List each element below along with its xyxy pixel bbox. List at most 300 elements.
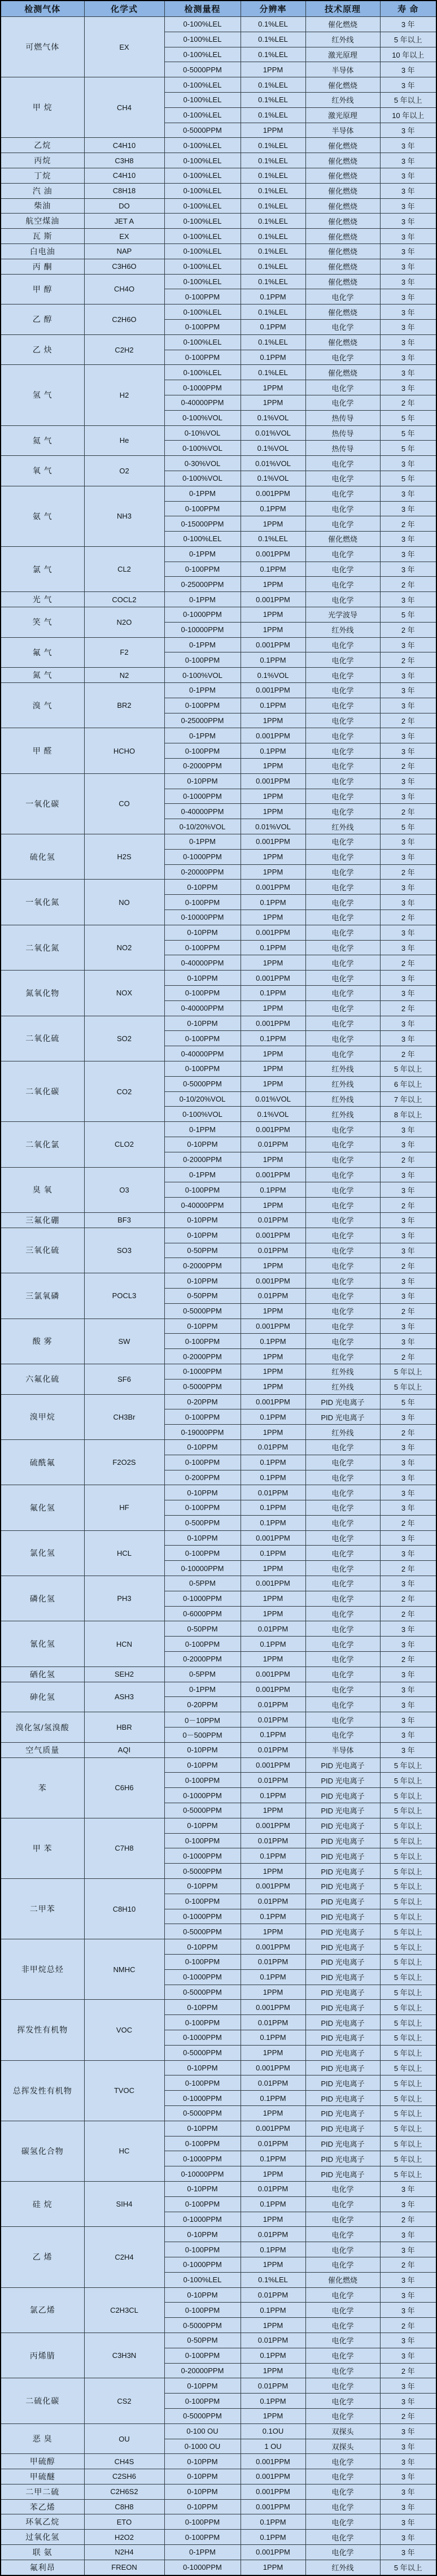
header-row [1, 1, 436, 17]
range-cell: 0-5000PPM [164, 62, 241, 77]
range-cell: 0-5000PPM [164, 1379, 241, 1394]
range-cell: 0-10000PPM [164, 1561, 241, 1576]
principle-cell: PID 光电离子 [305, 1394, 380, 1409]
resolution-cell: 0.1PPM [241, 1455, 305, 1470]
resolution-cell: 0.1PPM [241, 2303, 305, 2318]
range-cell: 0-100%LEL [164, 214, 241, 229]
life-cell: 5 年以上 [380, 92, 436, 107]
range-cell: 0-10PPM [164, 925, 241, 940]
principle-cell: 电化学 [305, 577, 380, 592]
principle-cell: 电化学 [305, 486, 380, 501]
life-cell: 3 年 [380, 698, 436, 713]
resolution-cell: 0.1%LEL [241, 17, 305, 32]
range-cell: 0-100PPM [164, 1409, 241, 1425]
principle-cell: 催化燃烧 [305, 168, 380, 183]
table-row [1, 834, 436, 850]
range-cell: 0-19000PPM [164, 1425, 241, 1440]
column-header-formula: 化学式 [84, 1, 164, 17]
range-cell: 0-40000PPM [164, 1046, 241, 1061]
resolution-cell: 0.1PPM [241, 1848, 305, 1864]
resolution-cell: 1PPM [241, 789, 305, 804]
range-cell: 0-1PPM [164, 2545, 241, 2560]
principle-cell: PID 光电离子 [305, 1848, 380, 1864]
principle-cell: 红外线 [305, 1364, 380, 1379]
principle-cell: 电化学 [305, 698, 380, 713]
table-row [1, 2423, 436, 2439]
gas-name-cell: 笑 气 [1, 607, 84, 638]
life-cell: 3 年 [380, 214, 436, 229]
life-cell: 3 年 [380, 2394, 436, 2409]
gas-name-cell: 挥发性有机物 [1, 2000, 84, 2060]
resolution-cell: 1PPM [241, 123, 305, 138]
resolution-cell: 0.1%LEL [241, 274, 305, 289]
formula-cell: C4H10 [84, 168, 164, 183]
gas-name-cell: 丙烯腈 [1, 2333, 84, 2378]
principle-cell: 电化学 [305, 516, 380, 532]
range-cell: 0-15000PPM [164, 516, 241, 532]
range-cell: 0-100%LEL [164, 32, 241, 47]
principle-cell: 催化燃烧 [305, 153, 380, 168]
principle-cell: 电化学 [305, 1682, 380, 1697]
formula-cell: BF3 [84, 1212, 164, 1228]
principle-cell: 电化学 [305, 1621, 380, 1637]
gas-name-cell: 汽 油 [1, 183, 84, 198]
table-row [1, 2484, 436, 2499]
life-cell: 3 年 [380, 274, 436, 289]
table-row [1, 1273, 436, 1289]
range-cell: 0-1PPM [164, 834, 241, 850]
range-cell: 0-5000PPM [164, 2105, 241, 2121]
resolution-cell: 0.1%LEL [241, 229, 305, 244]
table-row [1, 2514, 436, 2530]
life-cell: 3 年 [380, 728, 436, 743]
formula-cell: HBR [84, 1712, 164, 1743]
principle-cell: 催化燃烧 [305, 532, 380, 547]
life-cell: 3 年 [380, 1666, 436, 1682]
range-cell: 0-40000PPM [164, 395, 241, 410]
life-cell: 5 年以上 [380, 2091, 436, 2106]
principle-cell: PID 光电离子 [305, 1909, 380, 1924]
resolution-cell: 0.1PPM [241, 1788, 305, 1803]
principle-cell: 电化学 [305, 1349, 380, 1364]
range-cell: 0-10PPM [164, 2287, 241, 2303]
life-cell: 3 年 [380, 971, 436, 986]
table-row [1, 2333, 436, 2348]
resolution-cell: 0.1%VOL [241, 471, 305, 486]
range-cell: 0-100PPM [164, 350, 241, 365]
life-cell: 3 年 [380, 2484, 436, 2499]
formula-cell: CH4O [84, 274, 164, 304]
gas-name-cell: 氢 气 [1, 365, 84, 425]
range-cell: 0-100PPM [164, 1455, 241, 1470]
range-cell: 0-2000PPM [164, 1349, 241, 1364]
formula-cell: SF6 [84, 1364, 164, 1394]
gas-name-cell: 丙烷 [1, 153, 84, 168]
principle-cell: 电化学 [305, 2378, 380, 2394]
life-cell: 2 年 [380, 2212, 436, 2227]
range-cell: 0-50PPM [164, 1288, 241, 1303]
formula-cell: TVOC [84, 2060, 164, 2121]
resolution-cell: 0.1PPM [241, 350, 305, 365]
resolution-cell: 0.01PPM [241, 1137, 305, 1152]
formula-cell: He [84, 425, 164, 456]
life-cell: 2 年 [380, 1561, 436, 1576]
resolution-cell: 0.01PPM [241, 1439, 305, 1455]
range-cell: 0-100%VOL [164, 471, 241, 486]
formula-cell: HC [84, 2121, 164, 2181]
range-cell: 0-100PPM [164, 2136, 241, 2151]
resolution-cell: 1PPM [241, 2045, 305, 2060]
principle-cell: 电化学 [305, 925, 380, 940]
gas-name-cell: 溴 气 [1, 683, 84, 728]
life-cell: 2 年 [380, 713, 436, 728]
resolution-cell: 1PPM [241, 395, 305, 410]
principle-cell: 电化学 [305, 1273, 380, 1289]
resolution-cell: 1PPM [241, 2408, 305, 2423]
resolution-cell: 1PPM [241, 1076, 305, 1091]
principle-cell: 电化学 [305, 910, 380, 925]
life-cell: 2 年 [380, 395, 436, 410]
life-cell: 3 年 [380, 668, 436, 683]
range-cell: 0-100%LEL [164, 304, 241, 320]
life-cell: 3 年 [380, 1167, 436, 1182]
principle-cell: PID 光电离子 [305, 2121, 380, 2136]
range-cell: 0-10PPM [164, 971, 241, 986]
formula-cell: FREON [84, 2560, 164, 2575]
range-cell: 0-100PPM [164, 652, 241, 668]
life-cell: 3 年 [380, 2196, 436, 2212]
range-cell: 0-1000PPM [164, 1364, 241, 1379]
life-cell: 2 年 [380, 864, 436, 880]
resolution-cell: 1PPM [241, 1864, 305, 1879]
principle-cell: 电化学 [305, 834, 380, 850]
table-row [1, 683, 436, 698]
range-cell: 0-100%LEL [164, 92, 241, 107]
range-cell: 0-10000PPM [164, 622, 241, 637]
principle-cell: 催化燃烧 [305, 365, 380, 380]
life-cell: 5 年以上 [380, 2151, 436, 2166]
principle-cell: 电化学 [305, 1031, 380, 1046]
resolution-cell: 0.1PPM [241, 289, 305, 304]
principle-cell: 电化学 [305, 1546, 380, 1561]
formula-cell: N2O [84, 607, 164, 638]
range-cell: 0-10PPM [164, 2000, 241, 2015]
principle-cell: 电化学 [305, 1470, 380, 1485]
resolution-cell: 0.1%LEL [241, 259, 305, 274]
principle-cell: PID 光电离子 [305, 1833, 380, 1848]
range-cell: 0-100%LEL [164, 138, 241, 153]
range-cell: 0-10/20%VOL [164, 819, 241, 834]
principle-cell: 电化学 [305, 1016, 380, 1031]
formula-cell: C2H3CL [84, 2287, 164, 2333]
table-row [1, 1576, 436, 1591]
range-cell: 0-100%LEL [164, 334, 241, 350]
principle-cell: 电化学 [305, 562, 380, 577]
gas-name-cell: 瓦 斯 [1, 229, 84, 244]
resolution-cell: 0.01PPM [241, 2333, 305, 2348]
range-cell: 0-100PPM [164, 2242, 241, 2257]
principle-cell: 电化学 [305, 1288, 380, 1303]
life-cell: 5 年以上 [380, 1773, 436, 1788]
principle-cell: 电化学 [305, 471, 380, 486]
gas-name-cell: 恶 臭 [1, 2423, 84, 2454]
column-header-life: 寿 命 [380, 1, 436, 17]
resolution-cell: 0.1%LEL [241, 214, 305, 229]
gas-name-cell: 硒化氢 [1, 1666, 84, 1682]
gas-name-cell: 氯化氢 [1, 1530, 84, 1576]
principle-cell: 电化学 [305, 1122, 380, 1137]
principle-cell: 电化学 [305, 2363, 380, 2378]
resolution-cell: 0.1%LEL [241, 168, 305, 183]
resolution-cell: 0.1PPM [241, 501, 305, 516]
life-cell: 5 年以上 [380, 2166, 436, 2182]
formula-cell: N2 [84, 668, 164, 683]
formula-cell: NAP [84, 243, 164, 259]
resolution-cell: 0.001PPM [241, 1818, 305, 1833]
resolution-cell: 0.1PPM [241, 2242, 305, 2257]
resolution-cell: 0.1PPM [241, 2348, 305, 2363]
life-cell: 5 年以上 [380, 2105, 436, 2121]
principle-cell: 电化学 [305, 1182, 380, 1198]
principle-cell: 电化学 [305, 380, 380, 395]
range-cell: 0-1000PPM [164, 607, 241, 623]
gas-name-cell: 甲 醛 [1, 728, 84, 773]
principle-cell: PID 光电离子 [305, 1955, 380, 1970]
life-cell: 5 年以上 [380, 2121, 436, 2136]
range-cell: 0-500PPM [164, 1515, 241, 1530]
principle-cell: 电化学 [305, 895, 380, 910]
life-cell: 3 年 [380, 1212, 436, 1228]
life-cell: 2 年 [380, 1303, 436, 1319]
gas-name-cell: 乙 炔 [1, 334, 84, 365]
range-cell: 0-5000PPM [164, 1924, 241, 1939]
resolution-cell: 0.1PPM [241, 986, 305, 1001]
range-cell: 0-1PPM [164, 486, 241, 501]
resolution-cell: 0.01PPM [241, 2287, 305, 2303]
resolution-cell: 0.001PPM [241, 1939, 305, 1955]
formula-cell: HCN [84, 1621, 164, 1666]
principle-cell: 电化学 [305, 2227, 380, 2242]
range-cell: 0-100PPM [164, 289, 241, 304]
life-cell: 2 年 [380, 910, 436, 925]
principle-cell: 红外线 [305, 1425, 380, 1440]
range-cell: 0-100PPM [164, 1334, 241, 1349]
life-cell: 3 年 [380, 2227, 436, 2242]
principle-cell: 电化学 [305, 1046, 380, 1061]
formula-cell: HCL [84, 1530, 164, 1576]
life-cell: 5 年以上 [380, 1379, 436, 1394]
resolution-cell: 0.01PPM [241, 1288, 305, 1303]
life-cell: 3 年 [380, 1243, 436, 1258]
formula-cell: CLO2 [84, 1122, 164, 1167]
resolution-cell: 0.001PPM [241, 1530, 305, 1546]
principle-cell: 电化学 [305, 2242, 380, 2257]
gas-name-cell: 溴甲烷 [1, 1394, 84, 1439]
resolution-cell: 0.1PPM [241, 2091, 305, 2106]
formula-cell: C2H6O [84, 304, 164, 335]
resolution-cell: 0.001PPM [241, 546, 305, 562]
range-cell: 0-1000PPM [164, 2030, 241, 2045]
resolution-cell: 1PPM [241, 622, 305, 637]
life-cell: 3 年 [380, 2530, 436, 2545]
principle-cell: PID 光电离子 [305, 1894, 380, 1909]
formula-cell: DO [84, 198, 164, 214]
resolution-cell: 0.01PPM [241, 1243, 305, 1258]
life-cell: 5 年以上 [380, 2075, 436, 2091]
table-row [1, 183, 436, 198]
life-cell: 5 年以上 [380, 1818, 436, 1833]
life-cell: 3 年 [380, 683, 436, 698]
resolution-cell: 0.1%VOL [241, 441, 305, 456]
resolution-cell: 0.001PPM [241, 1016, 305, 1031]
range-cell: 0-100PPM [164, 2514, 241, 2530]
range-cell: 0-100PPM [164, 2015, 241, 2030]
formula-cell: SIH4 [84, 2181, 164, 2226]
formula-cell: O3 [84, 1167, 164, 1212]
principle-cell: PID 光电离子 [305, 1788, 380, 1803]
gas-name-cell: 二甲苯 [1, 1879, 84, 1939]
principle-cell: PID 光电离子 [305, 1818, 380, 1833]
life-cell: 2 年 [380, 1591, 436, 1606]
principle-cell: 电化学 [305, 1198, 380, 1213]
table-row [1, 365, 436, 380]
life-cell: 3 年 [380, 1137, 436, 1152]
gas-name-cell: 氦 气 [1, 425, 84, 456]
principle-cell: PID 光电离子 [305, 2105, 380, 2121]
formula-cell: CL2 [84, 546, 164, 591]
life-cell: 3 年 [380, 1576, 436, 1591]
principle-cell: 电化学 [305, 1712, 380, 1728]
table-row [1, 2545, 436, 2560]
range-cell: 0-100%VOL [164, 441, 241, 456]
principle-cell: 热传导 [305, 441, 380, 456]
life-cell: 5 年以上 [380, 1364, 436, 1379]
life-cell: 3 年 [380, 940, 436, 955]
range-cell: 0-10PPM [164, 1212, 241, 1228]
formula-cell: H2 [84, 365, 164, 425]
formula-cell: F2O2S [84, 1439, 164, 1485]
principle-cell: 电化学 [305, 1637, 380, 1652]
column-header-resolution: 分辨率 [241, 1, 305, 17]
principle-cell: 红外线 [305, 1379, 380, 1394]
gas-name-cell: 酸 雾 [1, 1319, 84, 1364]
life-cell: 3 年 [380, 1439, 436, 1455]
life-cell: 3 年 [380, 2348, 436, 2363]
formula-cell: ASH3 [84, 1682, 164, 1712]
table-row [1, 229, 436, 244]
resolution-cell: 0.001PPM [241, 2454, 305, 2469]
resolution-cell: 1PPM [241, 713, 305, 728]
range-cell: 0-1000PPM [164, 849, 241, 864]
table-row [1, 2378, 436, 2394]
resolution-cell: 0.1PPM [241, 2394, 305, 2409]
range-cell: 0-100PPM [164, 1637, 241, 1652]
principle-cell: 电化学 [305, 501, 380, 516]
table-row [1, 1712, 436, 1728]
range-cell: 0-30%VOL [164, 456, 241, 471]
life-cell: 3 年 [380, 77, 436, 93]
principle-cell: 电化学 [305, 668, 380, 683]
life-cell: 3 年 [380, 2287, 436, 2303]
range-cell: 0-100%LEL [164, 365, 241, 380]
principle-cell: 双探头 [305, 2439, 380, 2454]
life-cell: 5 年以上 [380, 2045, 436, 2060]
range-cell: 0-1000PPM [164, 2151, 241, 2166]
resolution-cell: 1PPM [241, 607, 305, 623]
range-cell: 0-1000PPM [164, 2091, 241, 2106]
resolution-cell: 1PPM [241, 1985, 305, 2000]
range-cell: 0-10PPM [164, 2060, 241, 2075]
principle-cell: 电化学 [305, 2394, 380, 2409]
resolution-cell: 0.001PPM [241, 2060, 305, 2075]
principle-cell: 电化学 [305, 743, 380, 759]
formula-cell: C2SH6 [84, 2469, 164, 2484]
life-cell: 3 年 [380, 243, 436, 259]
principle-cell: 电化学 [305, 2499, 380, 2514]
principle-cell: 电化学 [305, 1319, 380, 1334]
gas-name-cell: 碳氢化合物 [1, 2121, 84, 2181]
table-row [1, 971, 436, 986]
resolution-cell: 0.1PPM [241, 319, 305, 334]
life-cell: 3 年 [380, 1530, 436, 1546]
resolution-cell: 0.1PPM [241, 895, 305, 910]
resolution-cell: 0.01%VOL [241, 425, 305, 441]
resolution-cell: 0.1OU [241, 2423, 305, 2439]
range-cell: 0-1PPM [164, 1167, 241, 1182]
principle-cell: 红外线 [305, 1091, 380, 1107]
formula-cell: COCL2 [84, 592, 164, 607]
table-row [1, 1939, 436, 1955]
principle-cell: 电化学 [305, 1455, 380, 1470]
principle-cell: 催化燃烧 [305, 334, 380, 350]
resolution-cell: 1PPM [241, 849, 305, 864]
principle-cell: 红外线 [305, 92, 380, 107]
gas-name-cell: 氨 气 [1, 486, 84, 546]
life-cell: 3 年 [380, 2423, 436, 2439]
table-row [1, 2454, 436, 2469]
life-cell: 3 年 [380, 1228, 436, 1243]
table-row [1, 2121, 436, 2136]
principle-cell: 电化学 [305, 1591, 380, 1606]
resolution-cell: 0.001PPM [241, 1273, 305, 1289]
range-cell: 0-1PPM [164, 1122, 241, 1137]
resolution-cell: 0.1PPM [241, 562, 305, 577]
principle-cell: 电化学 [305, 955, 380, 971]
range-cell: 0-5000PPM [164, 1864, 241, 1879]
gas-name-cell: 联 氨 [1, 2545, 84, 2560]
life-cell: 5 年以上 [380, 1833, 436, 1848]
principle-cell: 电化学 [305, 2212, 380, 2227]
formula-cell: N2H4 [84, 2545, 164, 2560]
resolution-cell: 0.1PPM [241, 2196, 305, 2212]
range-cell: 0-100%LEL [164, 198, 241, 214]
range-cell: 0-1000PPM [164, 1969, 241, 1985]
formula-cell: VOC [84, 2000, 164, 2060]
formula-cell: SO3 [84, 1228, 164, 1273]
table-row [1, 1319, 436, 1334]
table-row [1, 1364, 436, 1379]
resolution-cell: 0.001PPM [241, 683, 305, 698]
range-cell: 0-5PPM [164, 1666, 241, 1682]
resolution-cell: 0.01%VOL [241, 456, 305, 471]
life-cell: 5 年以上 [380, 2136, 436, 2151]
range-cell: 0-1PPM [164, 728, 241, 743]
gas-name-cell: 氟 气 [1, 637, 84, 668]
life-cell: 2 年 [380, 804, 436, 819]
gas-name-cell: 环氧乙烷 [1, 2514, 84, 2530]
formula-cell: HF [84, 1485, 164, 1530]
range-cell: 0-10PPM [164, 2469, 241, 2484]
